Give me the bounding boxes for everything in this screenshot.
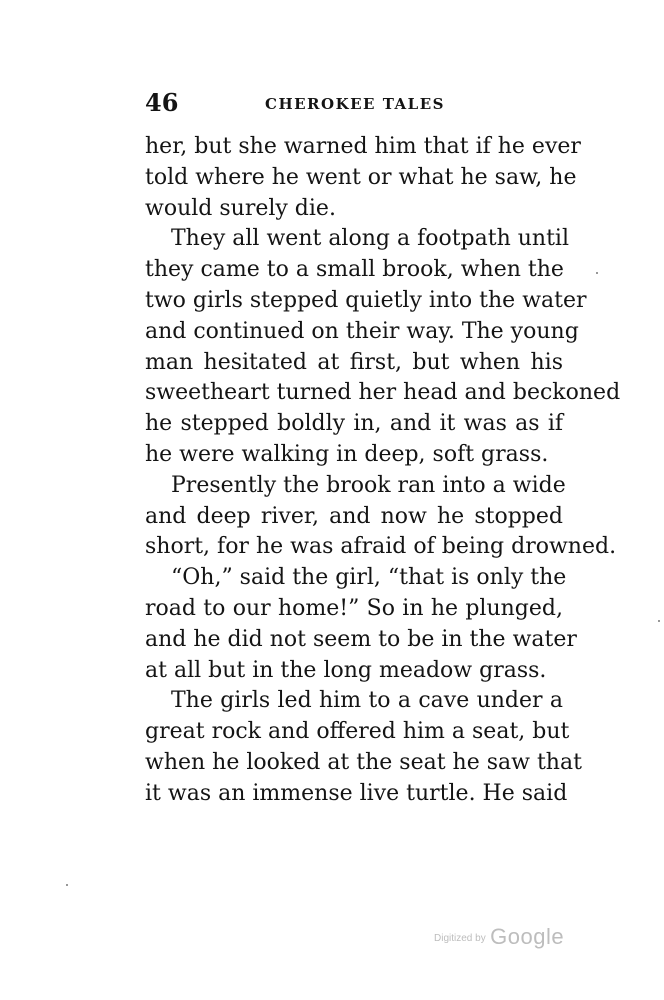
text-line: road to our home!” So in he plunged, <box>145 595 563 621</box>
text-line: and he did not seem to be in the water <box>145 626 577 652</box>
scan-speck <box>658 620 660 622</box>
running-header <box>145 88 563 118</box>
text-line: man hesitated at first, but when his <box>145 349 563 375</box>
text-line: it was an immense live turtle. He said <box>145 780 568 806</box>
text-line: great rock and offered him a seat, but <box>145 719 570 745</box>
watermark-logo: Google <box>490 924 565 949</box>
text-line: they came to a small brook, when the <box>145 257 564 283</box>
text-line: The girls led him to a cave under a <box>171 688 563 714</box>
text-line: he were walking in deep, soft grass. <box>145 441 549 467</box>
text-line: he stepped boldly in, and it was as if <box>145 411 563 437</box>
text-line: two girls stepped quietly into the water <box>145 287 587 313</box>
text-line: Presently the brook ran into a wide <box>171 472 566 498</box>
text-line: “Oh,” said the girl, “that is only the <box>171 565 567 591</box>
watermark-prefix: Digitized by <box>434 933 486 944</box>
scan-speck <box>66 884 68 886</box>
text-line: sweetheart turned her head and beckoned <box>145 380 621 406</box>
text-line: would surely die. <box>145 195 336 221</box>
text-line: told where he went or what he saw, he <box>145 164 577 190</box>
body-text <box>145 132 621 810</box>
text-line: her, but she warned him that if he ever <box>145 134 581 159</box>
text-line: short, for he was afraid of being drowned. <box>145 534 617 560</box>
text-line: at all but in the long meadow grass. <box>145 657 547 683</box>
text-line: and deep river, and now he stopped <box>145 503 563 529</box>
digitized-watermark <box>434 924 564 950</box>
running-title: CHEROKEE TALES <box>265 95 445 113</box>
page-number: 46 <box>145 88 179 117</box>
text-line: They all went along a footpath until <box>171 226 569 252</box>
text-line: when he looked at the seat he saw that <box>145 749 582 775</box>
scan-speck <box>596 272 598 274</box>
text-line: and continued on their way. The young <box>145 318 579 344</box>
